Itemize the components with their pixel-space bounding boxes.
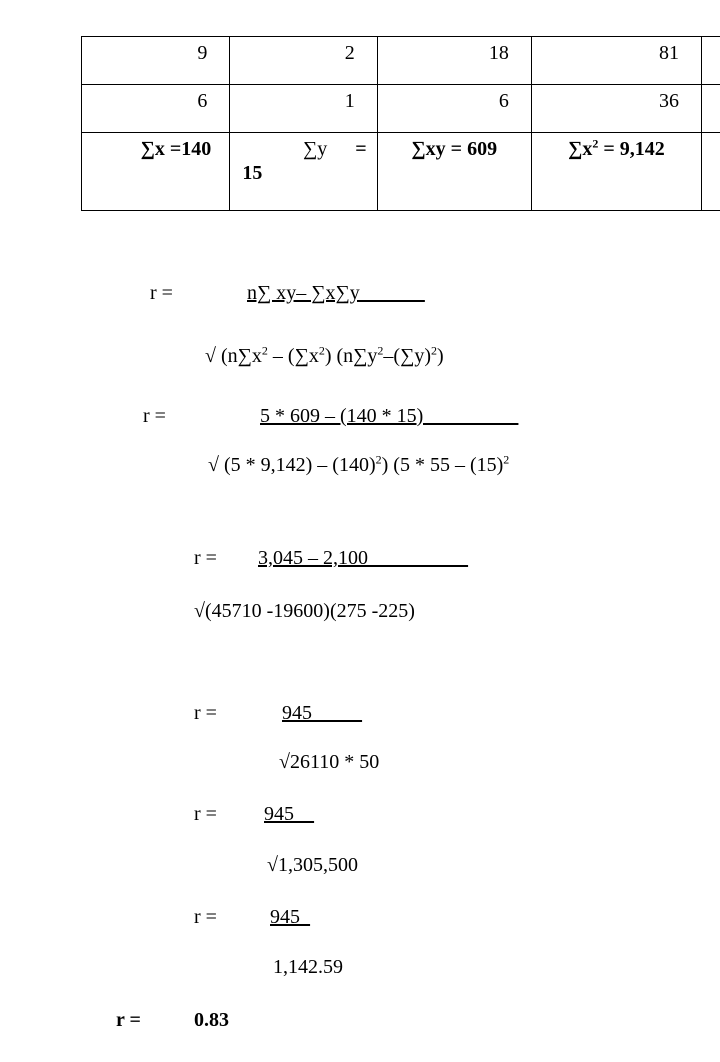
r-label: r = [143,405,166,427]
table-row [82,37,720,85]
step6-denominator: 1,142.59 [273,956,343,978]
r-label: r = [194,702,217,724]
r-label: r = [194,906,217,928]
table-cell: 9 [82,37,230,85]
sum-x2: $\sum x^2 = 9,142$ [568,136,665,160]
table-cell: 36 [531,85,701,133]
step3-denominator: √(45710 -19600)(275 -225) [194,600,415,622]
formula-numerator: n∑ xy– ∑x∑y ______ [247,282,425,304]
step6-numerator: 945_ [270,906,310,928]
table-cell: 6 [82,85,230,133]
table-row [82,85,720,133]
table-cell: 1 [230,85,377,133]
sum-xy-cell [377,133,531,211]
table-cell-cropped [702,37,720,85]
substituted-denominator: √ $(5 * 9,142) - (140)^2$) ($5 * 55 - (15)^2$ [208,452,510,476]
substituted-numerator: 5 * 609 – (140 * 15) _________ [260,405,519,427]
table-cell: 6 [377,85,531,133]
r-label: r = [194,547,217,569]
formula-denominator: √ ($n\sum x^2 - (\sum x^2)$ $(n\sum y^2-(\sum y)^2)$ [205,343,444,367]
sum-x2-cell [531,133,701,211]
table-cell: 2 [230,37,377,85]
totals-row [82,133,720,211]
summary-table [81,36,720,211]
sum-xy: ∑xy = 609 [411,138,498,160]
step4-numerator: 945_____ [282,702,362,724]
result-label: r = [116,1009,141,1031]
result-value: 0.83 [194,1009,229,1031]
table-cell: 81 [531,37,701,85]
table-cell-cropped [702,133,720,211]
r-label: r = [194,803,217,825]
sum-y-equals: = [355,138,367,160]
table-cell: 18 [377,37,531,85]
sum-x: ∑x =140 [140,138,212,160]
sum-y-label: ∑y [303,138,328,160]
sum-y-cell [230,133,377,211]
step5-numerator: 945__ [264,803,314,825]
step3-numerator: 3,045 – 2,100__________ [258,547,468,569]
sum-x-cell [82,133,230,211]
table-cell-cropped [702,85,720,133]
sum-y-value: 15 [242,162,263,184]
r-label: r = [150,282,173,304]
step4-denominator: √26110 * 50 [279,751,380,773]
step5-denominator: √1,305,500 [267,854,358,876]
